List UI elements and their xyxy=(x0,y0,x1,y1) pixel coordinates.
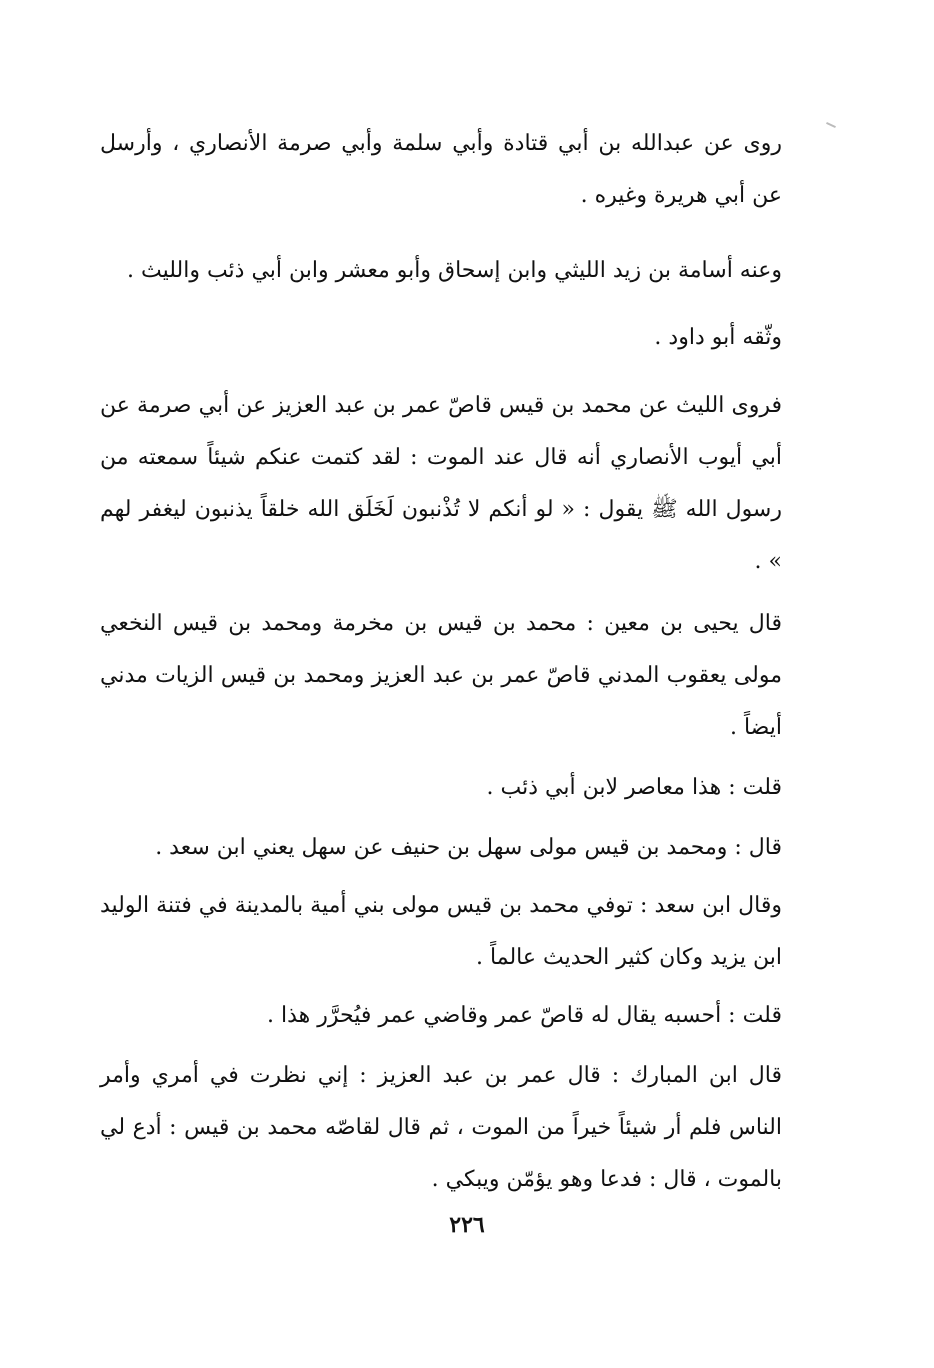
paragraph-author-comment: قلت : أحسبه يقال له قاصّ عمر وقاضي عمر فيُحرَّر هذا . xyxy=(267,1003,782,1028)
paragraph-yahya-ibn-main: قال يحيى بن معين : محمد بن قيس بن مخرمة ومحمد بن قيس النخعي مولى يعقوب المدني قاصّ عمر بن عبد العزيز ومحمد بن قيس الزيات مدني أيضاً . xyxy=(100,611,782,740)
paragraph-authentication: وثّقه أبو داود . xyxy=(654,325,782,350)
paragraph-mawla-sahl: قال : ومحمد بن قيس مولى سهل بن حنيف عن سهل يعني ابن سعد . xyxy=(155,835,782,860)
paragraph-ibn-saad: وقال ابن سعد : توفي محمد بن قيس مولى بني أمية بالمدينة في فتنة الوليد ابن يزيد وكان كثير الحديث عالماً . xyxy=(100,893,782,970)
paragraph-ibn-al-mubarak: قال ابن المبارك : قال عمر بن عبد العزيز : إني نظرت في أمري وأمر الناس فلم أر شيئاً خيراً من الموت ، ثم قال لقاصّه محمد بن قيس : أدع لي بالموت ، قال : فدعا وهو يؤمّن ويبكي . xyxy=(100,1063,782,1192)
paragraph-hadith-narration: فروى الليث عن محمد بن قيس قاصّ عمر بن عبد العزيز عن أبي صرمة عن أبي أيوب الأنصاري أنه قال عند الموت : لقد كتمت عنكم شيئاً سمعته من رسول الله ﷺ يقول : « لو أنكم لا تُذْنبون لَخَلَق الله خلقاً يذنبون ليغفر لهم » . xyxy=(100,393,782,574)
page-number: ٢٢٦ xyxy=(449,1212,485,1238)
paragraph-narrated-from: روى عن عبدالله بن أبي قتادة وأبي سلمة وأبي صرمة الأنصاري ، وأرسل عن أبي هريرة وغيره . xyxy=(100,131,782,208)
paragraph-narrators-from-him: وعنه أسامة بن زيد الليثي وابن إسحاق وأبو معشر وابن أبي ذئب والليث . xyxy=(127,258,782,283)
paragraph-contemporary-note: قلت : هذا معاصر لابن أبي ذئب . xyxy=(486,775,782,800)
scan-mark xyxy=(826,122,836,128)
